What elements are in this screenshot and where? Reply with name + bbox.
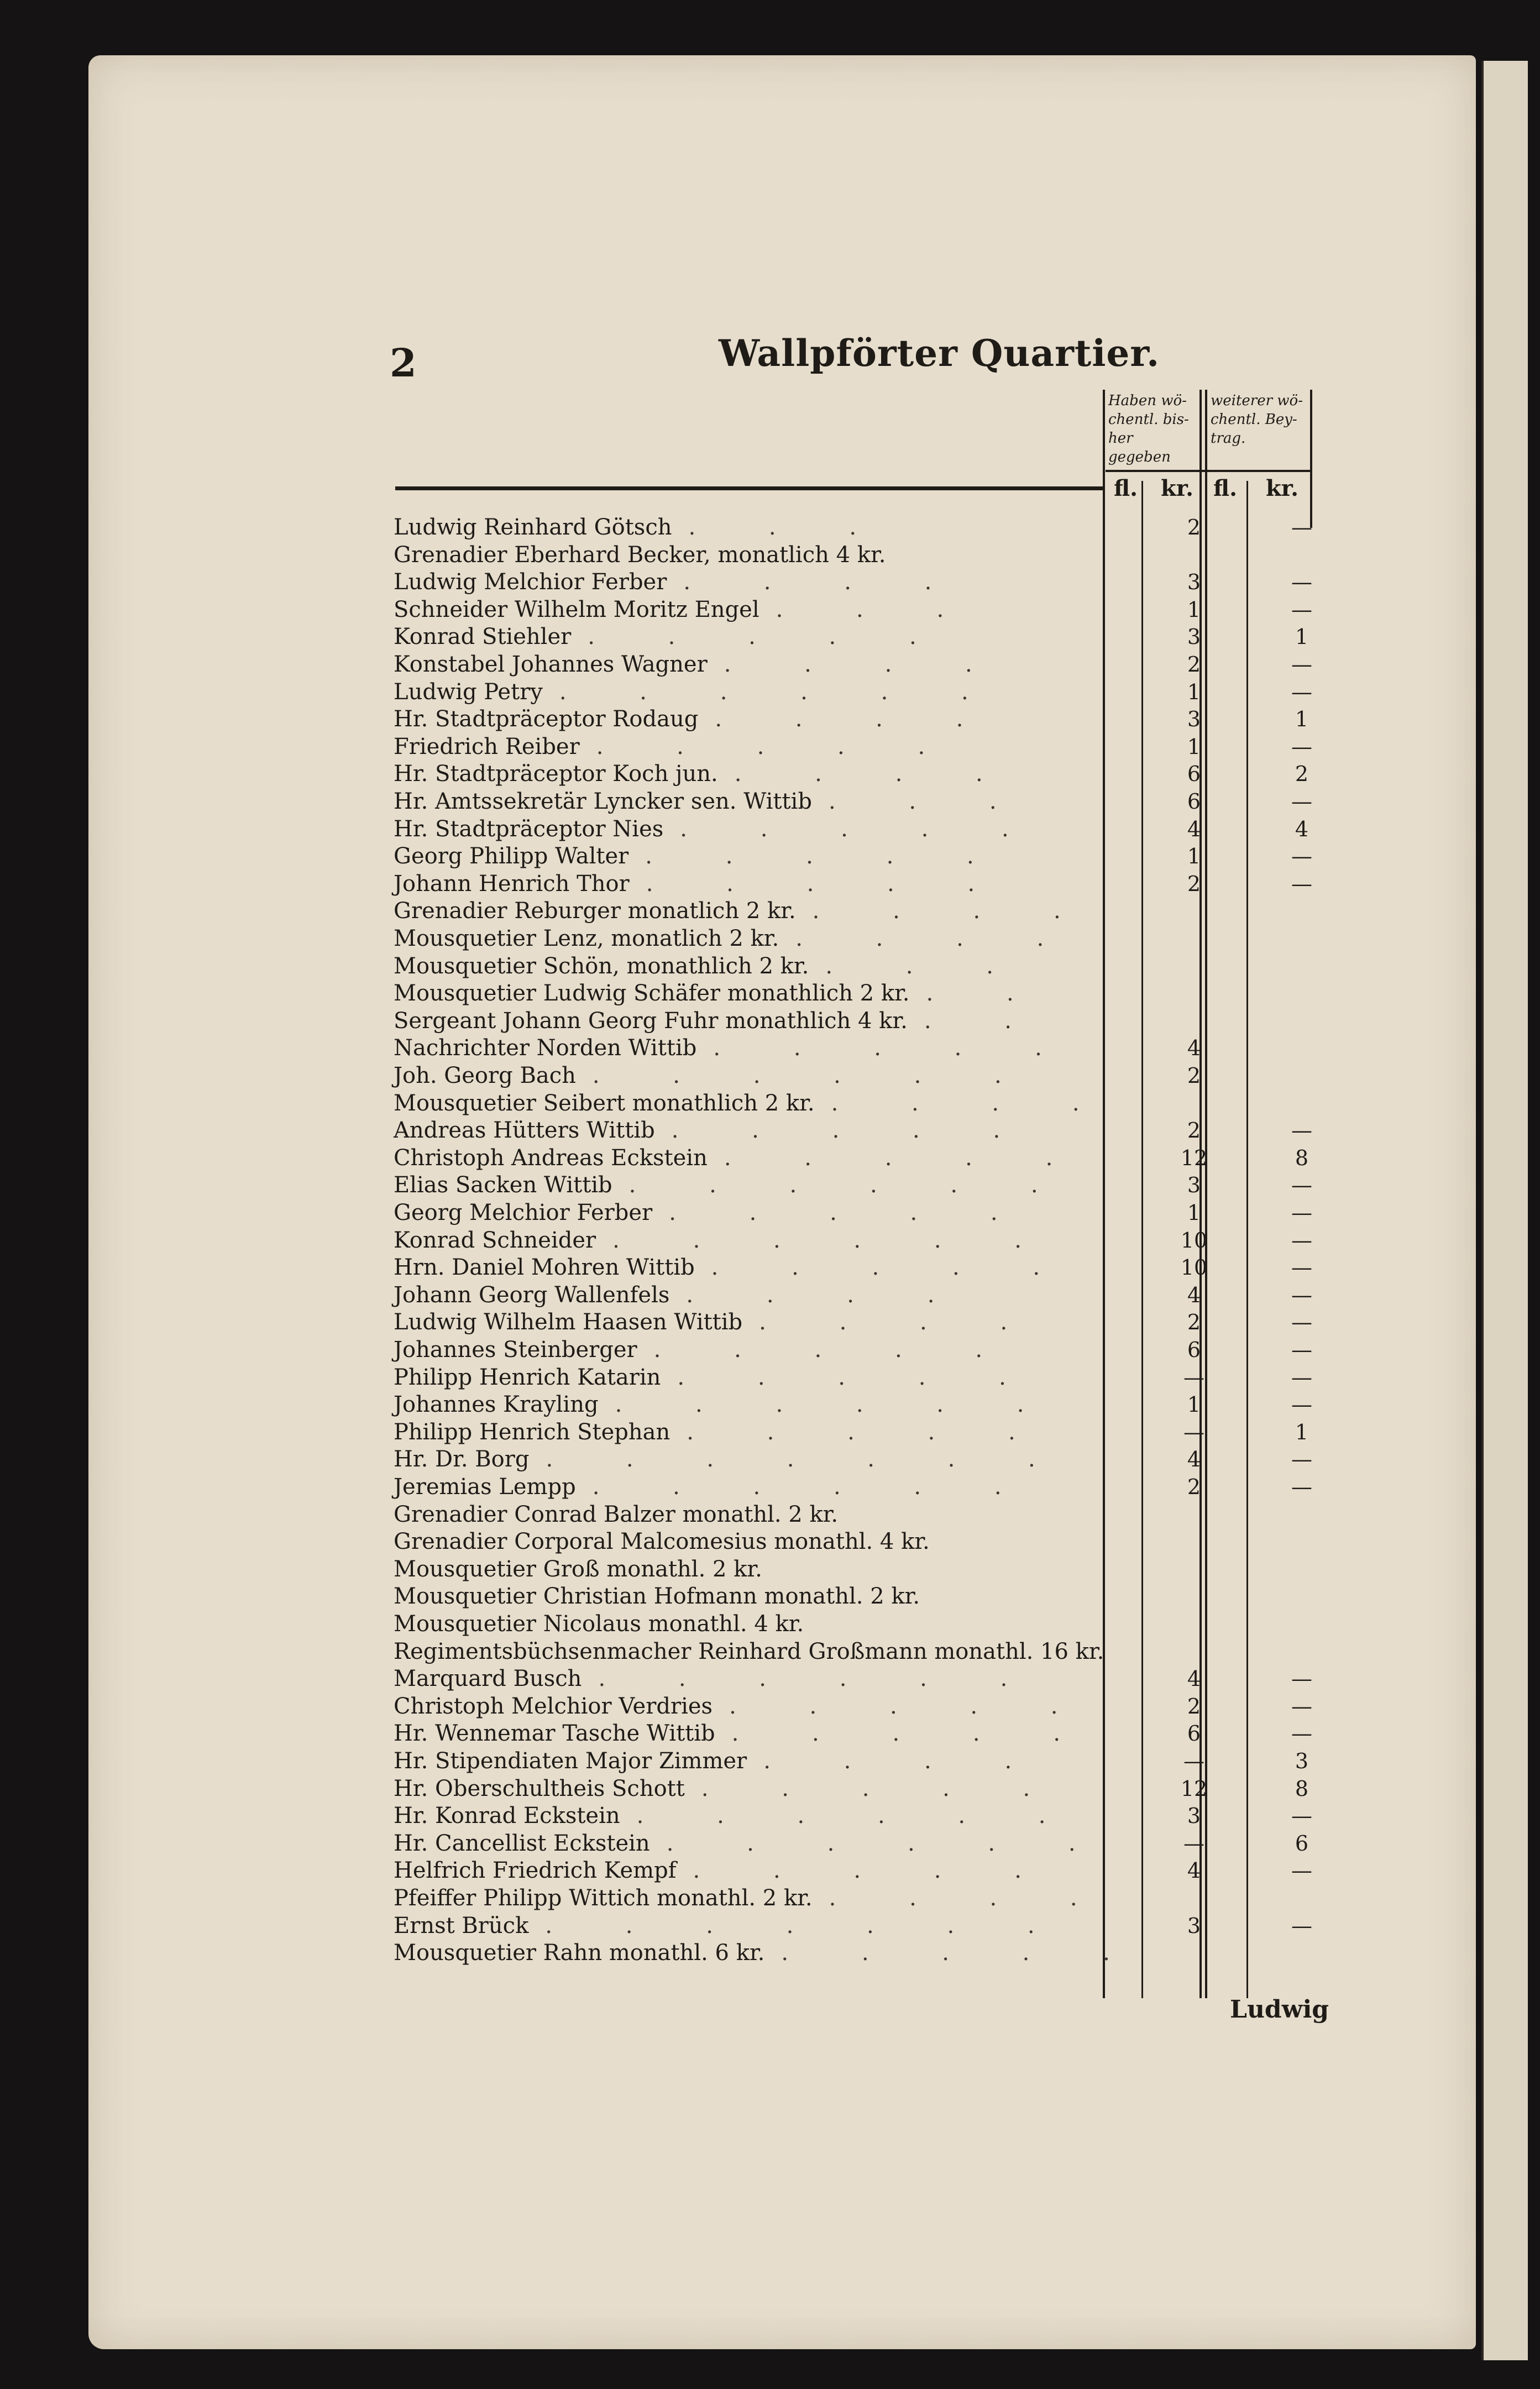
entry-name: Johannes Krayling [394,1392,599,1417]
leader-dots [930,1529,946,1554]
leader-dots: . . [926,981,1047,1006]
entry-name: Christoph Andreas Eckstein [394,1145,708,1171]
entry-name: Philipp Henrich Stephan [394,1419,671,1445]
list-item [394,1145,1104,1172]
given-kr-cell: 10 [1180,1255,1208,1280]
further-kr-cell: — [1291,598,1312,622]
header-rule [395,486,1103,490]
further-kr-cell: — [1291,872,1312,896]
further-kr-cell: — [1291,652,1312,677]
entry-name: Mousquetier Seibert monathlich 2 kr. [394,1091,815,1116]
entry-name: Johannes Steinberger [394,1337,637,1363]
entry-name: Georg Melchior Ferber [394,1200,653,1225]
given-kr-cell: 4 [1187,1447,1201,1471]
given-kr-cell [1161,953,1227,980]
given-kr-cell: 2 [1187,652,1201,677]
list-item [394,1117,1104,1144]
further-kr-cell: 3 [1295,1749,1309,1773]
leader-dots: . . . . [686,1282,968,1308]
further-kr-cell: 1 [1295,625,1309,649]
leader-dots: . . [924,1008,1045,1034]
further-kr-cell [1258,1090,1346,1117]
leader-dots [762,1557,779,1582]
further-kr-cell: — [1291,789,1312,814]
entry-name: Joh. Georg Bach [394,1063,576,1088]
entry-name: Ludwig Wilhelm Haasen Wittib [394,1309,743,1335]
list-item [394,1199,1104,1227]
catchword: Ludwig [1230,1995,1329,2024]
list-item [394,788,1104,815]
further-kr-cell: — [1291,1475,1312,1499]
leader-dots: . . . [828,789,1030,814]
list-item [394,1501,1104,1528]
further-kr-cell [1258,1583,1346,1610]
list-item [394,1830,1109,1857]
leader-dots: . . . . . [645,844,1007,869]
list-item [394,542,1104,569]
given-kr-cell: 4 [1187,1858,1201,1883]
entry-name: Mousquetier Schön, monathlich 2 kr. [394,953,809,979]
given-kr-cell: 6 [1187,762,1201,786]
further-kr-cell [1258,980,1346,1007]
leader-dots: . . . . . [729,1694,1091,1719]
entry-name: Konrad Schneider [394,1228,596,1253]
leader-dots: . . . . . . . [546,1447,1068,1472]
entry-name: Mousquetier Rahn monathl. 6 kr. [394,1940,765,1966]
list-item [394,925,1104,952]
further-kr-cell: — [1291,1255,1312,1280]
further-kr-cell: — [1291,1228,1312,1253]
given-kr-cell: 2 [1187,1310,1201,1334]
given-kr-cell: 12 [1180,1146,1208,1170]
list-item [394,1748,1104,1775]
list-item [394,1583,1104,1610]
further-kr-cell [1258,1556,1346,1583]
further-kr-cell: — [1291,1338,1312,1362]
leader-dots [838,1502,855,1527]
leader-dots: . . . . . [701,1776,1064,1801]
further-kr-cell: 8 [1295,1146,1309,1170]
given-kr-cell: 2 [1187,515,1201,539]
list-item [394,761,1104,788]
further-kr-cell [1258,1035,1346,1062]
entry-name: Hr. Amtssekretär Lyncker sen. Wittib [394,789,812,814]
given-kr-cell: 3 [1187,1173,1201,1197]
entry-name: Hr. Stadtpräceptor Rodaug [394,706,699,732]
entry-name: Helfrich Friedrich Kempf [394,1858,677,1883]
entry-name: Hr. Stipendiaten Major Zimmer [394,1748,747,1774]
entry-name: Elias Sacken Wittib [394,1172,612,1198]
further-kr-cell: — [1291,515,1312,539]
leader-dots: . . . . [734,761,1016,787]
entry-name: Grenadier Eberhard Becker, monatlich 4 kr. [394,542,886,568]
entry-name: Nachrichter Norden Wittib [394,1035,697,1061]
leader-dots: . . . . [715,706,997,732]
entry-name: Konstabel Johannes Wagner [394,652,708,677]
entry-name: Grenadier Reburger monatlich 2 kr. [394,898,796,924]
list-item [394,980,1104,1007]
leader-dots: . . . . . [711,1255,1073,1280]
entry-name: Georg Philipp Walter [394,844,629,869]
leader-dots: . . . . . [693,1858,1055,1883]
given-kr-cell [1161,1008,1227,1035]
list-item [394,843,1104,870]
leader-dots: . . . . . [724,1145,1086,1171]
column-header-further: weiterer wö-chentl. Bey-trag. [1211,392,1303,447]
entry-name: Hr. Stadtpräceptor Nies [394,816,664,842]
list-item [394,1227,1104,1254]
entry-name: Mousquetier Lenz, monatlich 2 kr. [394,926,779,951]
list-item [394,569,1104,596]
entry-name: Hr. Stadtpräceptor Koch jun. [394,761,718,787]
further-kr-cell: 2 [1295,762,1309,786]
further-kr-cell: — [1291,570,1312,594]
further-kr-cell [1258,1638,1346,1665]
entry-name: Johann Georg Wallenfels [394,1282,670,1308]
list-item [394,651,1104,678]
given-kr-cell: 3 [1187,707,1201,731]
entry-name: Konrad Stiehler [394,624,572,649]
further-kr-cell: — [1291,1667,1312,1691]
leader-dots: . . . . . . [612,1228,1055,1253]
given-kr-cell: 2 [1187,1063,1201,1088]
given-kr-cell: — [1183,1365,1204,1390]
entry-name: Hr. Cancellist Eckstein [394,1831,650,1856]
given-kr-cell: 1 [1187,735,1201,759]
entry-name: Ludwig Melchior Ferber [394,569,667,595]
given-kr-cell [1161,1583,1227,1610]
given-kr-cell: 12 [1180,1777,1208,1801]
further-kr-cell: — [1291,1914,1312,1938]
entry-name: Grenadier Conrad Balzer monathl. 2 kr. [394,1502,839,1527]
further-kr-cell: — [1291,1721,1312,1746]
entry-name: Hr. Dr. Borg [394,1447,530,1472]
further-kr-cell [1258,1501,1346,1528]
leader-dots: . . . . . [677,1365,1039,1390]
entry-name: Ernst Brück [394,1913,529,1939]
given-kr-cell: 4 [1187,817,1201,841]
given-kr-cell: 3 [1187,1804,1201,1828]
leader-dots [920,1584,936,1609]
page-number: 2 [390,340,417,386]
list-item [394,1556,1104,1583]
leader-dots: . . . . [724,652,1005,677]
list-item [394,1090,1113,1117]
list-item [394,1391,1104,1418]
further-kr-cell: — [1291,1201,1312,1225]
leader-dots: . . . . . [646,871,1008,897]
list-item [394,679,1104,706]
given-kr-cell: 2 [1187,1694,1201,1719]
leader-dots: . . . . [795,926,1077,951]
entry-name: Mousquetier Groß monathl. 2 kr. [394,1557,762,1582]
leader-dots: . . . . . [653,1337,1016,1363]
leader-dots: . . . . . . [628,1172,1071,1198]
entry-name: Hr. Wennemar Tasche Wittib [394,1721,715,1746]
given-kr-cell: 6 [1187,1338,1201,1362]
entry-name: Andreas Hütters Wittib [394,1118,655,1143]
leader-dots: . . . . [763,1748,1045,1774]
given-kr-cell: 10 [1180,1228,1208,1253]
list-item [394,1720,1104,1747]
list-item [394,1803,1104,1830]
leader-dots: . . . [688,515,890,540]
list-item [394,1913,1104,1940]
given-kr-cell: 6 [1187,789,1201,814]
given-kr-cell [1161,1501,1227,1528]
list-item [394,1528,1104,1555]
entry-name: Hrn. Daniel Mohren Wittib [394,1255,695,1280]
further-kr-cell: — [1291,844,1312,868]
entry-name: Regimentsbüchsenmacher Reinhard Großmann monathl. 16 kr. [394,1639,1104,1664]
further-kr-cell: — [1291,1118,1312,1143]
entry-name: Sergeant Johann Georg Fuhr monathlich 4 kr. [394,1008,908,1034]
further-kr-cell [1258,1008,1346,1035]
leader-dots: . . . . . [781,1940,1143,1966]
list-item [394,1419,1104,1446]
list-item [394,871,1104,898]
further-kr-cell: — [1291,1694,1312,1719]
list-item [394,1172,1104,1199]
list-item [394,1364,1104,1391]
entry-name: Mousquetier Nicolaus monathl. 4 kr. [394,1611,804,1637]
given-kr-cell: 2 [1187,1475,1201,1499]
further-kr-cell [1258,1885,1346,1912]
further-kr-cell [1258,542,1346,569]
given-kr-cell: 3 [1187,570,1201,594]
list-item [394,734,1104,761]
leader-dots: . . . . . [680,816,1042,842]
list-item [394,953,1104,980]
entry-name: Jeremias Lempp [394,1474,576,1500]
further-kr-cell [1258,1062,1346,1089]
leader-dots: . . . . . [731,1721,1094,1746]
further-kr-cell [1258,925,1346,952]
list-item [394,1062,1104,1089]
given-kr-cell [1161,980,1227,1007]
further-kr-cell [1258,898,1346,925]
given-kr-cell [1161,1885,1227,1912]
leader-dots [804,1611,820,1637]
given-kr-cell [1161,542,1227,569]
leader-dots: . . . . . . [559,679,1002,705]
entry-name: Ludwig Reinhard Götsch [394,515,672,540]
further-kr-cell: 8 [1295,1777,1309,1801]
leader-dots: . . . . . . [615,1392,1057,1417]
given-kr-cell: 1 [1187,1201,1201,1225]
given-kr-cell: — [1183,1831,1204,1856]
further-kr-cell [1258,1940,1346,1967]
entry-name: Hr. Oberschultheis Schott [394,1776,685,1801]
list-item [394,706,1104,733]
given-kr-cell: — [1183,1749,1204,1773]
list-item [394,1474,1104,1501]
entry-name: Mousquetier Ludwig Schäfer monathlich 2 kr. [394,981,910,1006]
given-kr-cell: 1 [1187,1392,1201,1417]
leader-dots: . . . . [683,569,965,595]
given-kr-cell: 4 [1187,1283,1201,1307]
given-kr-cell: 2 [1187,1118,1201,1143]
list-item [394,1337,1104,1364]
list-item [394,1282,1104,1309]
page-title: Wallpförter Quartier. [719,332,1160,375]
entry-name: Grenadier Corporal Malcomesius monathl. 4 kr. [394,1529,930,1554]
further-kr-cell: — [1291,1173,1312,1197]
subheader-rule [1106,470,1310,472]
leader-dots: . . . . . [687,1419,1049,1445]
leader-dots: . . . . . [669,1200,1031,1225]
leader-dots: . . . . . . . [545,1913,1068,1939]
list-item [394,1665,1104,1693]
leader-dots: . . . . . [596,734,958,759]
leader-dots: . . . . . [671,1118,1034,1143]
given-kr-cell [1161,898,1227,925]
given-kr-cell: 6 [1187,1721,1201,1746]
entry-name: Johann Henrich Thor [394,871,630,897]
list-item [394,1693,1104,1720]
leader-dots: . . . [825,953,1026,979]
given-kr-cell: 1 [1187,598,1201,622]
leader-dots: . . . . . . [666,1831,1109,1856]
further-kr-cell: — [1291,1310,1312,1334]
column-rule-right [1310,390,1312,528]
given-kr-cell [1161,1556,1227,1583]
list-item [394,514,1104,541]
further-kr-cell [1258,1528,1346,1555]
further-kr-cell: — [1291,735,1312,759]
given-kr-cell: 3 [1187,1914,1201,1938]
column-rule-inner-fl [1141,481,1143,1998]
unit-kr-given: kr. [1161,475,1194,501]
further-kr-cell: — [1291,1447,1312,1471]
unit-kr-further: kr. [1266,475,1299,501]
facing-page-edge [1481,61,1528,2360]
given-kr-cell: 1 [1187,844,1201,868]
given-kr-cell [1161,1528,1227,1555]
list-item [394,1611,1104,1638]
further-kr-cell: 1 [1295,1420,1309,1444]
given-kr-cell [1161,1090,1227,1117]
leader-dots: . . . [776,597,977,622]
entry-name: Marquard Busch [394,1666,582,1691]
list-item [394,1254,1104,1281]
given-kr-cell [1161,1638,1227,1665]
further-kr-cell [1258,1611,1346,1638]
given-kr-cell: 2 [1187,872,1201,896]
leader-dots [886,542,902,568]
entry-name: Mousquetier Christian Hofmann monathl. 2 kr. [394,1584,920,1609]
given-kr-cell: 1 [1187,680,1201,704]
further-kr-cell: 4 [1295,817,1309,841]
further-kr-cell [1258,953,1346,980]
given-kr-cell [1161,1940,1227,1967]
list-item [394,596,1104,624]
list-item [394,898,1104,925]
leader-dots: . . . . . [588,624,950,649]
given-kr-cell: 4 [1187,1036,1201,1060]
given-kr-cell: 3 [1187,625,1201,649]
further-kr-cell: 6 [1295,1831,1309,1856]
unit-fl-further: fl. [1213,475,1238,501]
list-item [394,1309,1104,1336]
entry-name: Christoph Melchior Verdries [394,1694,713,1719]
column-header-given: Haben wö-chentl. bis-her gegeben [1108,392,1189,465]
entry-name: Pfeiffer Philipp Wittich monathl. 2 kr. [394,1885,813,1911]
leader-dots: . . . . . . [592,1063,1035,1088]
further-kr-cell: — [1291,680,1312,704]
entry-name: Hr. Konrad Eckstein [394,1803,620,1829]
list-item [394,1008,1104,1035]
leader-dots: . . . . . . [598,1666,1041,1691]
leader-dots: . . . . [812,898,1094,924]
list-item [394,1638,1104,1665]
column-rule-inner-fl2 [1246,481,1248,1998]
entry-name: Friedrich Reiber [394,734,580,759]
list-item [394,1035,1104,1062]
leader-dots [1104,1639,1120,1664]
list-item [394,624,1104,651]
entry-name: Philipp Henrich Katarin [394,1365,661,1390]
list-item [394,1940,1143,1967]
list-item [394,1446,1104,1473]
leader-dots: . . . . . . [592,1474,1035,1500]
list-item [394,1857,1104,1884]
leader-dots: . . . . [759,1309,1041,1335]
further-kr-cell: — [1291,1804,1312,1828]
further-kr-cell: — [1291,1365,1312,1390]
further-kr-cell: — [1291,1858,1312,1883]
list-item [394,816,1104,843]
leader-dots: . . . . . [713,1035,1075,1061]
entry-name: Schneider Wilhelm Moritz Engel [394,597,759,622]
leader-dots: . . . . . . [636,1803,1079,1829]
leader-dots: . . . . [829,1885,1111,1911]
unit-fl-given: fl. [1114,475,1138,501]
further-kr-cell: — [1291,1283,1312,1307]
given-kr-cell [1161,1611,1227,1638]
given-kr-cell: — [1183,1420,1204,1444]
further-kr-cell: — [1291,1392,1312,1417]
leader-dots: . . . . [831,1091,1113,1116]
list-item [394,1775,1104,1803]
given-kr-cell: 4 [1187,1667,1201,1691]
given-kr-cell [1161,925,1227,952]
list-item [394,1885,1111,1912]
entry-name: Ludwig Petry [394,679,543,705]
further-kr-cell: 1 [1295,707,1309,731]
